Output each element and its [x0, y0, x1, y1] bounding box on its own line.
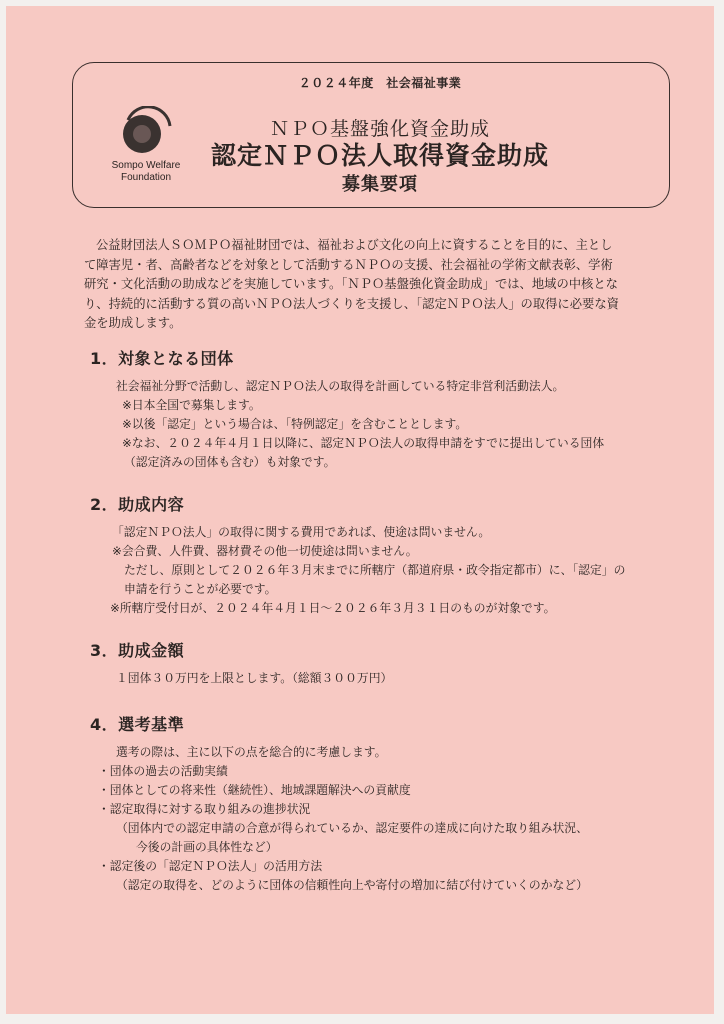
section-title: 2．助成内容	[90, 495, 185, 514]
section-line: （認定済みの団体も含む）も対象です。	[124, 455, 336, 469]
program-title: 認定ＮＰＯ法人取得資金助成	[210, 141, 549, 170]
intro-text: 公益財団法人ＳＯＭＰＯ福祉財団では、福祉および文化の向上に資することを目的に、主として障害児・者、高齢者などを対象として活動するＮＰＯの支援、社会福祉の学術文献表彰、学術研究・文化活動の助成などを実施しています。「ＮＰＯ基盤強化資金助成」では、地域の中核となり、持続的に活動する質の高いＮＰＯ法人づくりを支援し、「認定ＮＰＯ法人」の取得に必要な資金を助成します。	[84, 238, 619, 330]
section-line: ※以後「認定」という場合は、「特例認定」を含むこととします。	[122, 417, 468, 431]
section-line: ※会合費、人件費、器材費その他一切使途は問いません。	[112, 544, 418, 558]
section-line: 今後の計画の具体性など）	[136, 840, 278, 854]
logo-text-line-2: Foundation	[120, 172, 172, 183]
section-grant-amount	[90, 638, 650, 688]
section-line: （認定の取得を、どのように団体の信頼性向上や寄付の増加に結び付けていくのかなど）	[116, 878, 588, 892]
section-line: （団体内での認定申請の合意が得られているか、認定要件の達成に向けた取り組み状況、	[116, 821, 588, 835]
program-subtitle: ＮＰＯ基盤強化資金助成	[269, 118, 490, 140]
section-eligible-organizations	[90, 346, 650, 472]
section-line: ・団体の過去の活動実績	[98, 764, 228, 778]
section-line: 社会福祉分野で活動し、認定ＮＰＯ法人の取得を計画している特定非営利活動法人。	[116, 379, 565, 393]
intro-paragraph	[84, 236, 624, 334]
section-line: ・団体としての将来性（継続性）、地域課題解決への貢献度	[98, 783, 411, 797]
section-line: ※所轄庁受付日が、２０２４年４月１日～２０２６年３月３１日のものが対象です。	[110, 601, 556, 615]
section-title: 4．選考基準	[90, 715, 185, 734]
section-line: ※日本全国で募集します。	[122, 398, 261, 412]
section-line: 「認定ＮＰＯ法人」の取得に関する費用であれば、使途は問いません。	[112, 525, 491, 539]
section-grant-content	[90, 492, 650, 618]
section-title: 1．対象となる団体	[90, 349, 234, 368]
section-line: １団体３０万円を上限とします。（総額３００万円）	[116, 671, 393, 685]
logo-mark-icon	[118, 106, 174, 156]
section-selection-criteria	[90, 712, 650, 895]
logo-text-line-1: Sompo Welfare	[111, 160, 181, 171]
foundation-logo	[104, 106, 188, 184]
section-title: 3．助成金額	[90, 641, 185, 660]
section-line: ※なお、２０２４年４月１日以降に、認定ＮＰＯ法人の取得申請をすでに提出している団体	[122, 436, 605, 450]
section-line: ・認定後の「認定ＮＰＯ法人」の活用方法	[98, 859, 323, 873]
recruitment-guidelines-title: 募集要項	[342, 174, 418, 195]
fiscal-year-label: ２０２４年度 社会福祉事業	[298, 76, 462, 90]
section-line: 申請を行うことが必要です。	[124, 582, 277, 596]
section-line: ただし、原則として２０２６年３月末までに所轄庁（都道府県・政令指定都市）に、「認定」の	[124, 563, 626, 577]
section-line: ・認定取得に対する取り組みの進捗状況	[98, 802, 311, 816]
section-line: 選考の際は、主に以下の点を総合的に考慮します。	[116, 745, 387, 759]
